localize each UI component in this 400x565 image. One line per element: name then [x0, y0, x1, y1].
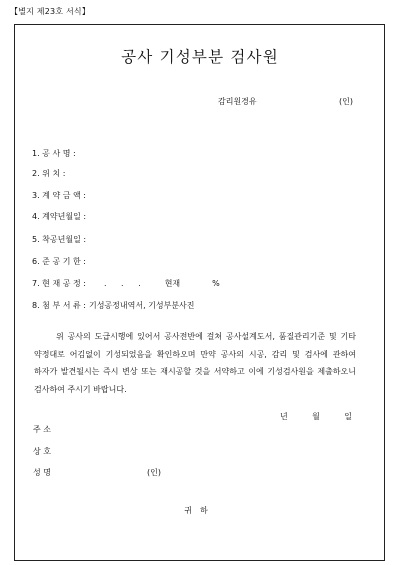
field-label: 2. 위 치 :: [32, 169, 66, 178]
date-day-label: 일: [344, 412, 352, 421]
field-location: [32, 168, 71, 179]
supervisor-seal: (인): [339, 97, 353, 106]
progress-date-dots: . . .: [103, 279, 147, 288]
form-frame: [14, 24, 385, 561]
date-month-label: 월: [312, 412, 320, 421]
field-label: 6. 준 공 기 한 :: [32, 257, 86, 266]
document-title: 공사 기성부분 검사원: [121, 48, 279, 66]
progress-current-label: 현재: [164, 279, 181, 288]
field-label: 8. 첨 부 서 류 :: [32, 301, 86, 310]
applicant-name-label: 성 명: [33, 468, 51, 477]
supervisor-label: 감리원경유: [218, 97, 257, 106]
form-number: 【별지 제23호 서식】: [10, 7, 91, 16]
field-label: 1. 공 사 명 :: [32, 149, 76, 158]
submission-date: [280, 411, 352, 422]
applicant-seal: (인): [147, 468, 161, 477]
field-completion-deadline: [32, 256, 92, 267]
field-project-name: [32, 148, 82, 159]
pledge-paragraph: 위 공사의 도급시행에 있어서 공사전반에 걸쳐 공사설계도서, 품질관리기준 및 기타 약정대로 어김없이 기성되었음을 확인하오며 만약 공사의 시공, 감리 및 검사에 관하여 하자가 발견될시는 즉시 변상 또는 재시공할 것을 서약하고 이에 기성검사원을 제출하오니 검사하여 주시기 바랍니다.: [34, 332, 356, 394]
field-label: 5. 착공년월일 :: [32, 235, 87, 244]
applicant-address-label: 주 소: [33, 425, 51, 434]
progress-percent-sign: %: [212, 279, 220, 288]
attachments-value: 기성공정내역서, 기성부분사진: [88, 301, 195, 310]
field-label: 3. 계 약 금 액 :: [32, 191, 86, 200]
field-attachments: [32, 300, 195, 311]
addressee: 귀하: [184, 506, 216, 515]
field-contract-date: [32, 211, 92, 222]
field-label: 4. 계약년월일 :: [32, 212, 87, 221]
field-label: 7. 현 재 공 정 :: [32, 279, 86, 288]
date-year-label: 년: [280, 412, 288, 421]
field-start-date: [32, 234, 92, 245]
field-current-progress: [32, 278, 220, 289]
field-contract-amount: [32, 190, 92, 201]
applicant-company-label: 상 호: [33, 447, 51, 456]
